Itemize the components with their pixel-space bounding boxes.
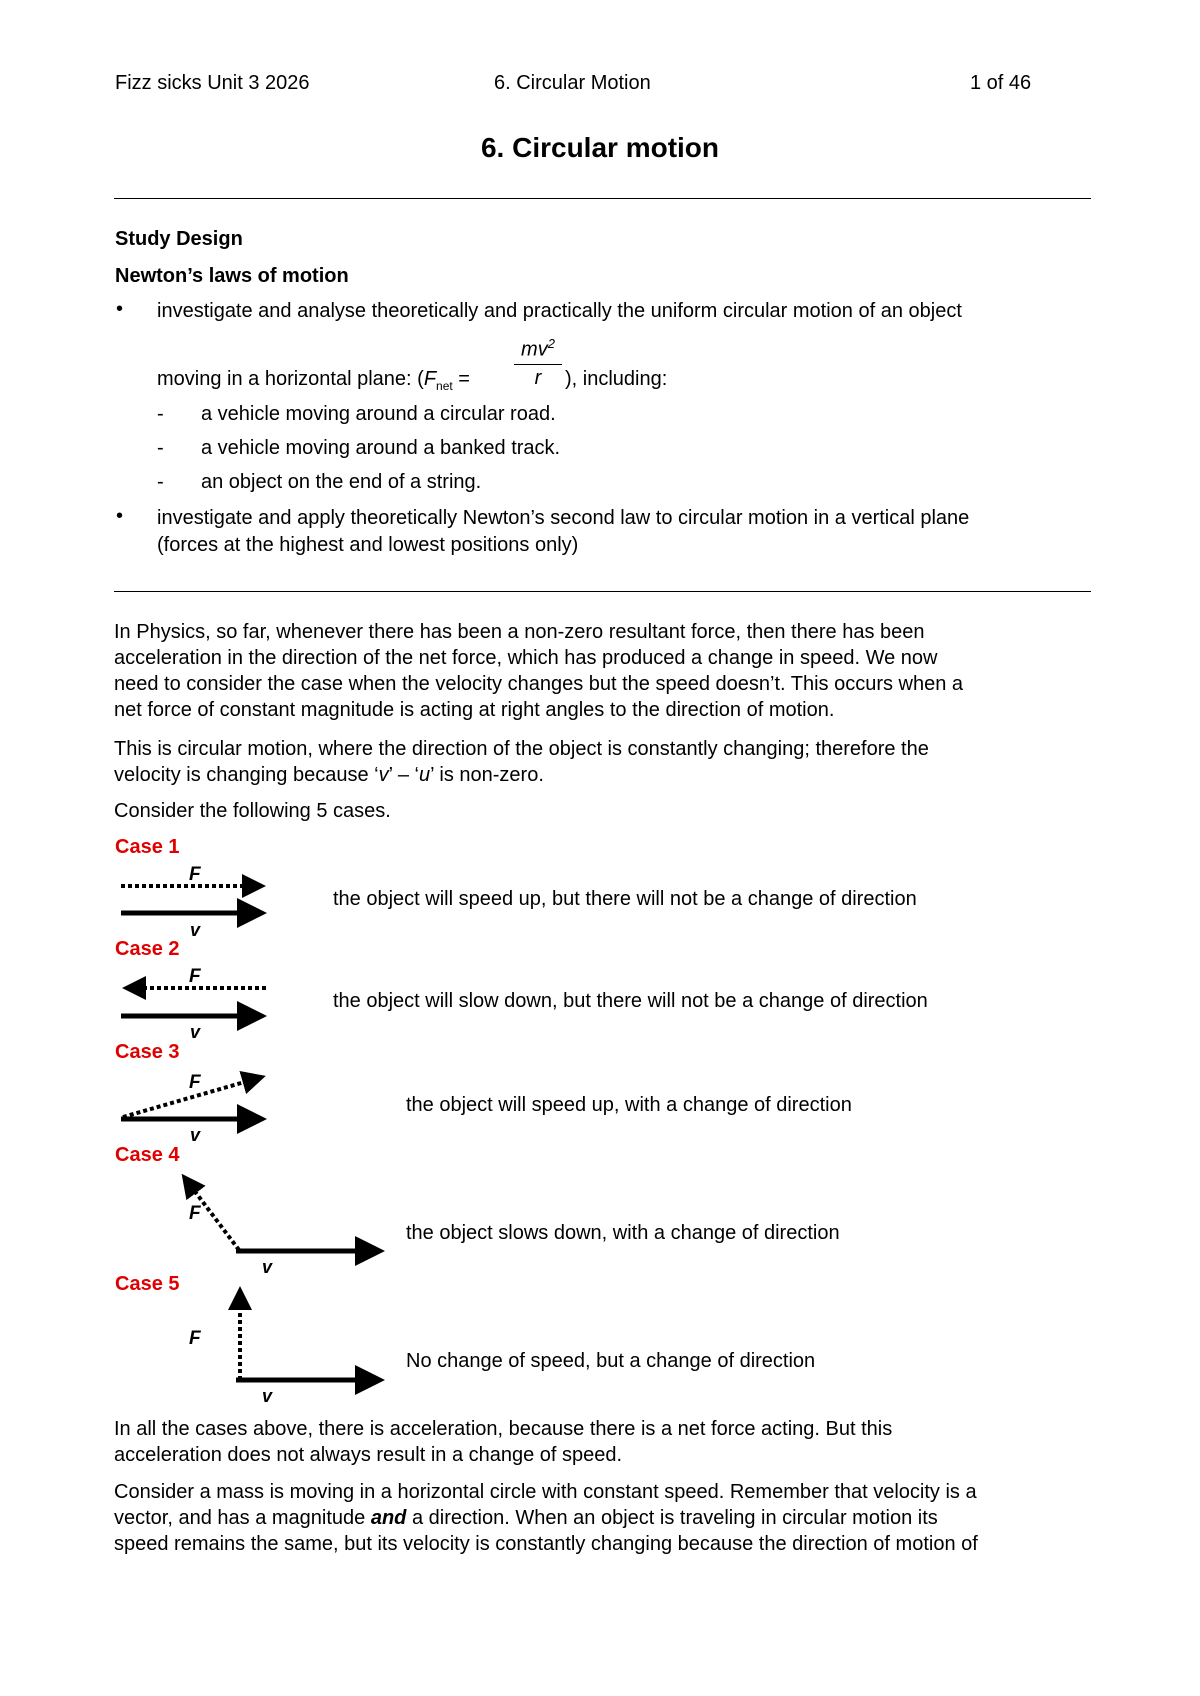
bullet-dot: • [116,298,124,320]
case-3-label: Case 3 [115,1041,180,1063]
case-3-force-label: F [189,1072,201,1093]
header-page-number: 1 of 46 [970,72,1032,94]
case-2-label: Case 2 [115,938,180,960]
header-center: 6. Circular Motion [494,72,651,94]
bullet1-line2: moving in a horizontal plane: ($F_{net}$ = [157,368,470,393]
study-design-heading: Study Design [115,228,243,250]
dash: - [157,437,164,459]
formula-numerator: $mv^2$ [514,331,562,365]
bullet2-line2: (forces at the highest and lowest positions only) [157,534,579,556]
bullet2-line1: investigate and apply theoretically Newton’s second law to circular motion in a vertical plane [157,507,970,529]
case-1-force-label: F [189,864,201,885]
dash: - [157,471,164,493]
case-4-force-label: F [189,1203,201,1224]
intro-paragraph-2: This is circular motion, where the direction of the object is constantly changing; therefore the velocity is changing because ‘v’ – ‘u’ is non-zero. [114,738,929,786]
f-symbol: F [423,368,437,390]
case-3-velocity-label: v [190,1125,201,1145]
emphasis-and: and [370,1507,407,1529]
sub-item: an object on the end of a string. [201,471,482,493]
bullet1-line2-suffix: ), including: [565,368,668,390]
conclusion-paragraph-1: In all the cases above, there is acceleration, because there is a net force acting. But this acceleration does not always result in a change of speed. [114,1418,893,1466]
bullet1-line1: investigate and analyse theoretically and practically the uniform circular motion of an object [157,300,962,322]
case-5-velocity-label: v [262,1386,273,1406]
case-5-description: No change of speed, but a change of direction [406,1350,816,1372]
case-4-description: the object slows down, with a change of direction [406,1222,840,1244]
intro-paragraph-3: Consider the following 5 cases. [114,800,391,822]
intro-paragraph-1: In Physics, so far, whenever there has been a non-zero resultant force, then there has been acceleration in the direction of the net force, which has produced a change in speed. We now need to consider the case when the velocity changes but the speed doesn’t. This occurs when a net force of constant magnitude is acting at right angles to the direction of motion. [114,621,964,721]
case-2-description: the object will slow down, but there will not be a change of direction [333,990,928,1012]
newtons-laws-heading: Newton’s laws of motion [115,265,349,287]
case-1-velocity-label: v [190,920,201,940]
sub-item: a vehicle moving around a circular road. [201,403,556,425]
f-subscript: net [436,379,453,393]
conclusion-paragraph-2: Consider a mass is moving in a horizontal circle with constant speed. Remember that velocity is a vector, and has a magnitude and a direction. When an object is traveling in circular motion its speed remains the same, but its velocity is constantly changing because the direction of motion of [114,1481,978,1555]
case-1-description: the object will speed up, but there will not be a change of direction [333,888,917,910]
page-title: 6. Circular motion [480,132,720,163]
bullet-dot: • [116,505,124,527]
case-5-force-label: F [189,1328,201,1349]
header-left: Fizz sicks Unit 3 2026 [115,72,310,94]
sub-item: a vehicle moving around a banked track. [201,437,561,459]
case-1-label: Case 1 [115,836,180,858]
case-2-velocity-label: v [190,1022,201,1042]
case-3-description: the object will speed up, with a change of direction [406,1094,852,1116]
dash: - [157,403,164,425]
case-5-label: Case 5 [115,1273,180,1295]
case-2-force-label: F [189,966,201,987]
case-4-velocity-label: v [262,1257,273,1277]
formula-denominator: r [534,366,542,389]
case-4-label: Case 4 [115,1144,180,1166]
